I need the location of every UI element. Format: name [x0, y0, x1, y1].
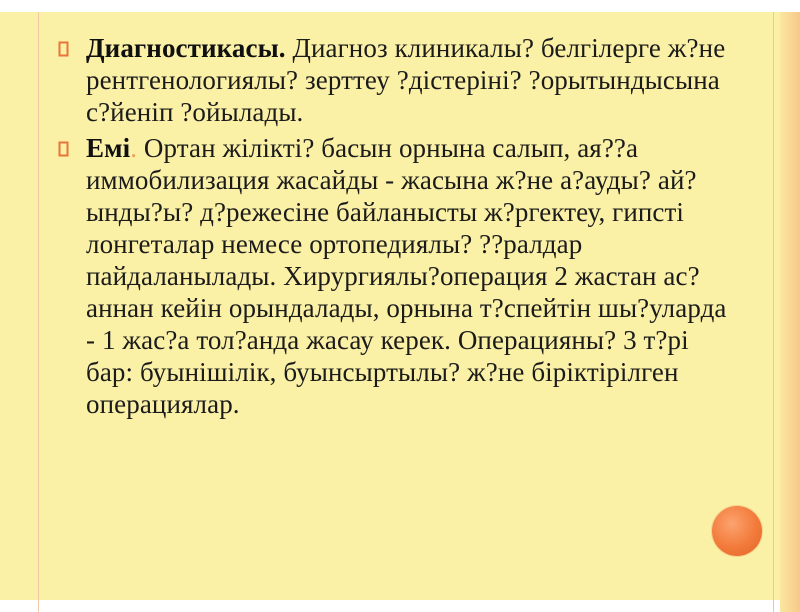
right-decorative-band	[780, 12, 800, 612]
orange-circle-decoration	[712, 506, 762, 556]
bullet-item-diagnostics	[58, 32, 738, 128]
item-term: Диагностикасы.	[86, 33, 286, 63]
item-term: Емі	[86, 133, 131, 163]
bullet-item-text	[86, 32, 738, 128]
hollow-square-bullet-icon	[58, 41, 69, 57]
bullet-item-text	[86, 132, 738, 420]
item-body: Диагноз клиникалы? белгілерге ж?не рентгенологиялы? зерттеу ?дістеріні? ?орытындысына с?йеніп ?ойылады.	[86, 33, 726, 127]
hollow-square-bullet-icon	[58, 141, 69, 157]
item-body: Ортан жілікті? басын орнына салып, ая??а иммобилизация жасайды - жасына ж?не а?ауды? ай?ынды?ы? д?режесіне байланысты ж?ргектеу, гипсті лонгеталар немесе ортопедиялы? ??ралдар пайдаланылады. Хирургиялы?операция 2 жастан ас?аннан кейін орындалады, орнына т?спейтін шы?уларда - 1 жас?а тол?анда жасау керек. Операцияны? 3 т?рі бар: буынішілік, буынсыртылы? ж?не біріктірілген операциялар.	[86, 133, 727, 419]
right-border-line	[773, 12, 774, 612]
slide-content	[58, 32, 738, 424]
item-separator: .	[130, 133, 138, 163]
left-border-line	[38, 12, 39, 612]
bullet-item-treatment	[58, 132, 738, 420]
